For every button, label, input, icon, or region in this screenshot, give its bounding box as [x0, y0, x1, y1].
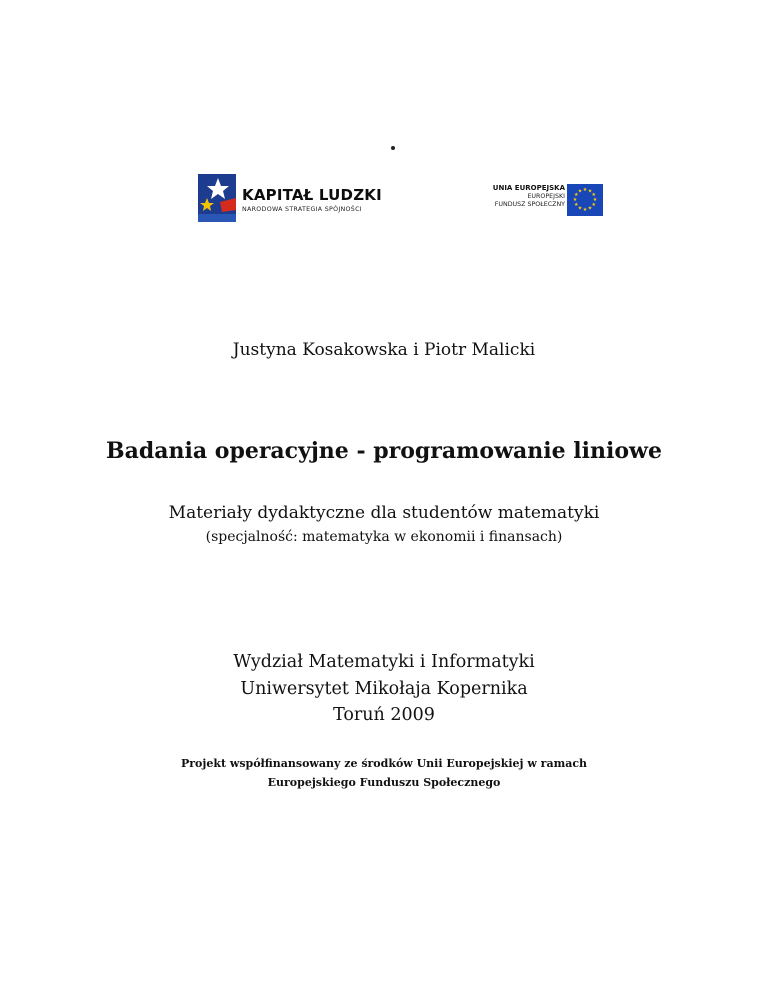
kapital-ludzki-logo: [198, 174, 382, 222]
svg-text:★: ★: [574, 202, 579, 208]
kapital-ludzki-title: KAPITAŁ LUDZKI: [242, 186, 382, 204]
faculty-name: Wydział Matematyki i Informatyki: [233, 652, 535, 672]
svg-text:★: ★: [587, 205, 593, 212]
funding-line-1: Projekt współfinansowany ze środków Unii Europejskiej w ramach: [180, 757, 588, 770]
svg-text:★: ★: [591, 192, 596, 198]
document-subtitle: Materiały dydaktyczne dla studentów matematyki: [168, 503, 600, 523]
eu-logo-text: [493, 184, 565, 210]
eu-logo-line3: FUNDUSZ SPOŁECZNY: [494, 201, 565, 208]
authors: Justyna Kosakowska i Piotr Malicki: [232, 340, 536, 360]
kapital-ludzki-subtitle: NARODOWA STRATEGIA SPÓJNOŚCI: [242, 206, 362, 213]
specialty-note: (specjalność: matematyka w ekonomii i finansach): [205, 529, 563, 545]
svg-text:★: ★: [577, 205, 583, 212]
svg-text:★: ★: [587, 188, 593, 195]
place-year: Toruń 2009: [333, 705, 435, 725]
svg-text:★: ★: [577, 188, 583, 195]
svg-text:★: ★: [582, 187, 588, 193]
funding-line-2: Europejskiego Funduszu Społecznego: [267, 776, 501, 789]
university-name: Uniwersytet Mikołaja Kopernika: [240, 679, 528, 699]
eu-logo-line2: EUROPEJSKI: [527, 192, 565, 200]
svg-text:★: ★: [591, 202, 596, 208]
stray-dot: [391, 146, 395, 150]
svg-text:★: ★: [574, 192, 579, 198]
svg-text:★: ★: [592, 197, 598, 203]
svg-text:★: ★: [582, 207, 588, 213]
svg-text:★: ★: [572, 197, 578, 203]
kapital-ludzki-emblem-icon: [198, 174, 236, 222]
document-title: Badania operacyjne - programowanie liniowe: [106, 438, 662, 464]
eu-logo-line1: UNIA EUROPEJSKA: [492, 184, 565, 192]
eu-logo: [470, 184, 605, 218]
eu-flag-icon: [567, 184, 603, 216]
